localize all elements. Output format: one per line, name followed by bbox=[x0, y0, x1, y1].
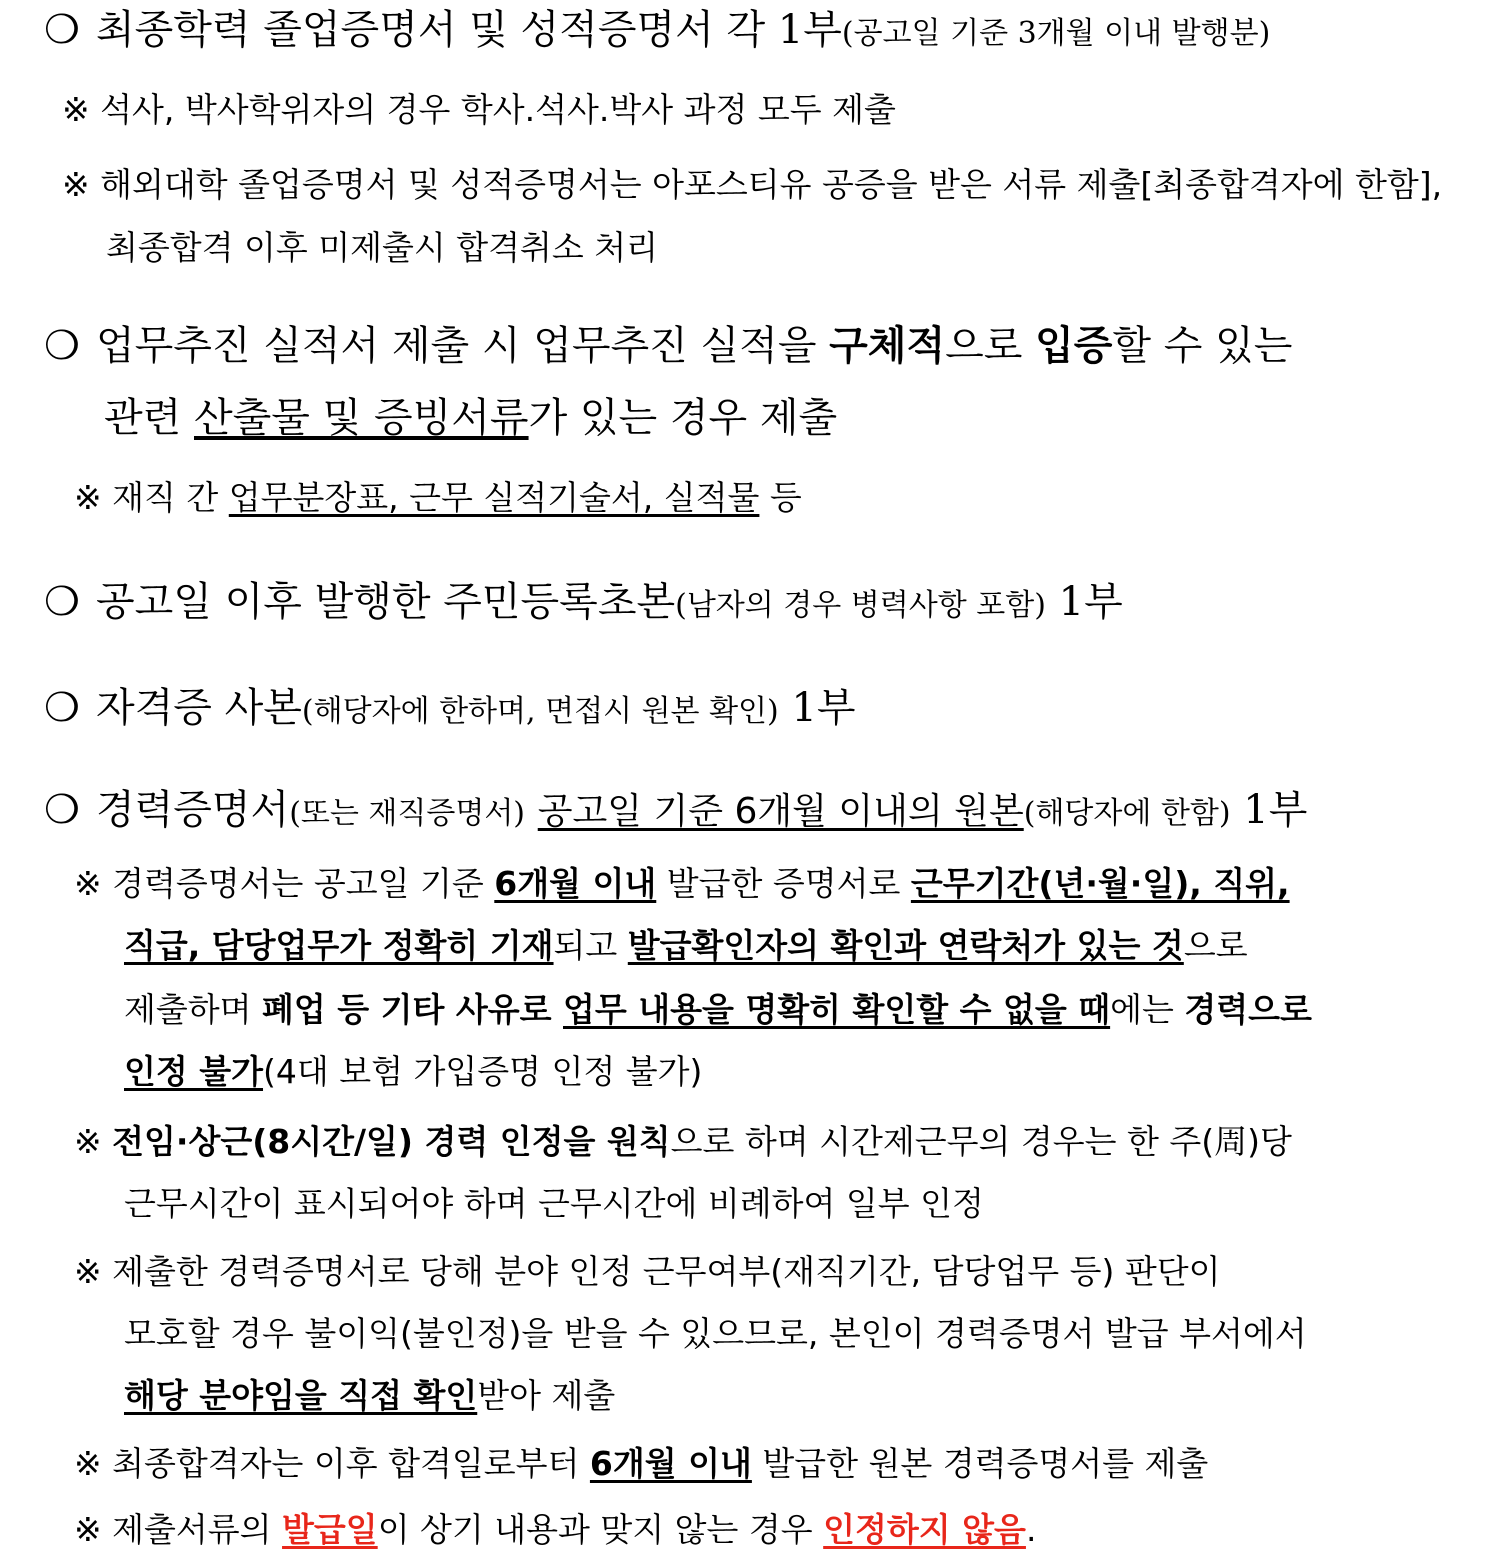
reference-mark-icon: ※ bbox=[74, 1122, 102, 1161]
item5-noteC-line1 bbox=[74, 1252, 1221, 1292]
item2-l2-underlined: 산출물 및 증빙서류 bbox=[194, 395, 529, 441]
item5-main: 경력증명서 bbox=[96, 787, 290, 833]
item4-main: 자격증 사본 bbox=[96, 685, 302, 731]
item5-tail: 1부 bbox=[1230, 787, 1308, 833]
noteE-issue-date: 발급일 bbox=[282, 1510, 378, 1549]
item3-line bbox=[44, 578, 1123, 626]
item4-tail: 1부 bbox=[778, 685, 856, 731]
item5-noteE bbox=[74, 1510, 1036, 1550]
item2-text-c: 으로 bbox=[945, 323, 1036, 369]
item3-paren: (남자의 경우 병력사항 포함) bbox=[675, 588, 1046, 623]
noteD-6months: 6개월 이내 bbox=[589, 1444, 752, 1483]
item2-note-a: 재직 간 bbox=[112, 478, 229, 517]
item3-main: 공고일 이후 발행한 주민등록초본 bbox=[96, 579, 676, 625]
noteA-l3a: 제출하며 bbox=[124, 990, 263, 1029]
item5-noteB-line2: 근무시간이 표시되어야 하며 근무시간에 비례하여 일부 인정 bbox=[124, 1184, 984, 1223]
noteA-l3c: 업무 내용을 명확히 확인할 수 없을 때 bbox=[563, 990, 1111, 1029]
reference-mark-icon: ※ bbox=[74, 478, 102, 517]
noteA-l1c: 발급한 증명서로 bbox=[656, 864, 911, 903]
noteE-period: . bbox=[1025, 1510, 1037, 1549]
noteA-l4a: 인정 불가 bbox=[124, 1052, 264, 1091]
item5-noteA-line1 bbox=[74, 864, 1290, 904]
item1-note2-text1: 해외대학 졸업증명서 및 성적증명서는 아포스티유 공증을 받은 서류 제출[최종합격자에 한함], bbox=[100, 165, 1443, 204]
noteE-a: 제출서류의 bbox=[112, 1510, 283, 1549]
reference-mark-icon: ※ bbox=[62, 165, 90, 204]
item3-tail: 1부 bbox=[1045, 579, 1123, 625]
item2-note-underlined: 업무분장표, 근무 실적기술서, 실적물 bbox=[228, 478, 760, 517]
noteD-c: 발급한 원본 경력증명서를 제출 bbox=[751, 1444, 1209, 1483]
item1-line bbox=[44, 6, 1270, 54]
reference-mark-icon: ※ bbox=[74, 1252, 102, 1291]
noteD-a: 최종합격자는 이후 합격일로부터 bbox=[112, 1444, 590, 1483]
noteA-l1a: 경력증명서는 공고일 기준 bbox=[112, 864, 495, 903]
noteC-l1: 제출한 경력증명서로 당해 분야 인정 근무여부(재직기간, 담당업무 등) 판단이 bbox=[112, 1252, 1221, 1291]
item1-note2-line2: 최종합격 이후 미제출시 합격취소 처리 bbox=[106, 228, 659, 267]
item2-emph-concrete: 구체적 bbox=[829, 322, 946, 369]
noteA-l2d: 으로 bbox=[1183, 926, 1248, 965]
noteA-period: 근무기간(년·월·일), 직위, bbox=[910, 864, 1290, 903]
item2-note-c: 등 bbox=[759, 478, 802, 517]
noteA-l2c: 발급확인자의 확인과 연락처가 있는 것 bbox=[627, 926, 1184, 965]
item4-line bbox=[44, 684, 856, 732]
item2-line1 bbox=[44, 322, 1292, 370]
item5-underlined: 공고일 기준 6개월 이내의 원본 bbox=[537, 791, 1024, 832]
circle-bullet-icon: ❍ bbox=[44, 579, 80, 625]
item2-note bbox=[74, 478, 802, 518]
item4-paren: (해당자에 한하며, 면접시 원본 확인) bbox=[301, 694, 779, 729]
item2-text-a: 업무추진 실적서 제출 시 업무추진 실적을 bbox=[96, 323, 830, 369]
noteC-l3b: 받아 제출 bbox=[477, 1376, 616, 1415]
noteA-l2b: 되고 bbox=[553, 926, 628, 965]
noteE-not-recognized: 인정하지 않음 bbox=[823, 1510, 1026, 1549]
item1-note2-line1 bbox=[62, 165, 1496, 205]
noteA-6months: 6개월 이내 bbox=[494, 864, 657, 903]
item2-emph-prove: 입증 bbox=[1035, 322, 1113, 369]
item5-noteA-line3 bbox=[124, 990, 1312, 1030]
noteB-principle: 전임·상근(8시간/일) 경력 인정을 원칙 bbox=[112, 1122, 671, 1161]
noteA-l3b: 폐업 등 기타 사유로 bbox=[262, 990, 563, 1029]
circle-bullet-icon: ❍ bbox=[44, 323, 80, 369]
item5-noteC-line2: 모호할 경우 불이익(불인정)을 받을 수 있으므로, 본인이 경력증명서 발급 부서에서 bbox=[124, 1314, 1307, 1353]
item2-l2-c: 가 있는 경우 제출 bbox=[528, 395, 838, 441]
circle-bullet-icon: ❍ bbox=[44, 685, 80, 731]
noteA-l4b: (4대 보험 가입증명 인정 불가) bbox=[263, 1052, 703, 1091]
item2-line2 bbox=[104, 394, 837, 442]
noteA-l2a: 직급, 담당업무가 정확히 기재 bbox=[124, 926, 554, 965]
reference-mark-icon: ※ bbox=[74, 1510, 102, 1549]
item5-line bbox=[44, 786, 1307, 834]
noteA-l3e: 경력으로 bbox=[1184, 990, 1312, 1029]
circle-bullet-icon: ❍ bbox=[44, 787, 80, 833]
noteB-l1b: 으로 하며 시간제근무의 경우는 한 주(周)당 bbox=[670, 1122, 1292, 1161]
item1-paren: (공고일 기준 3개월 이내 발행분) bbox=[841, 16, 1271, 51]
item5-paren2: (해당자에 한함) bbox=[1023, 796, 1231, 831]
item1-note1 bbox=[62, 90, 896, 130]
item5-noteA-line2 bbox=[124, 926, 1248, 966]
item5-noteC-line3 bbox=[124, 1376, 615, 1416]
noteC-l3a: 해당 분야임을 직접 확인 bbox=[124, 1376, 478, 1415]
item5-paren1: (또는 재직증명서) bbox=[289, 796, 526, 831]
item1-note1-text: 석사, 박사학위자의 경우 학사.석사.박사 과정 모두 제출 bbox=[100, 90, 896, 129]
reference-mark-icon: ※ bbox=[74, 1444, 102, 1483]
item5-noteD bbox=[74, 1444, 1208, 1484]
item2-l2-a: 관련 bbox=[104, 395, 194, 441]
item2-text-e: 할 수 있는 bbox=[1112, 323, 1293, 369]
reference-mark-icon: ※ bbox=[62, 90, 90, 129]
item5-noteA-line4 bbox=[124, 1052, 702, 1092]
item5-noteB-line1 bbox=[74, 1122, 1292, 1162]
noteA-l3d: 에는 bbox=[1110, 990, 1185, 1029]
noteE-c: 이 상기 내용과 맞지 않는 경우 bbox=[377, 1510, 824, 1549]
item1-main: 최종학력 졸업증명서 및 성적증명서 각 1부 bbox=[96, 7, 842, 53]
circle-bullet-icon: ❍ bbox=[44, 7, 80, 53]
reference-mark-icon: ※ bbox=[74, 864, 102, 903]
